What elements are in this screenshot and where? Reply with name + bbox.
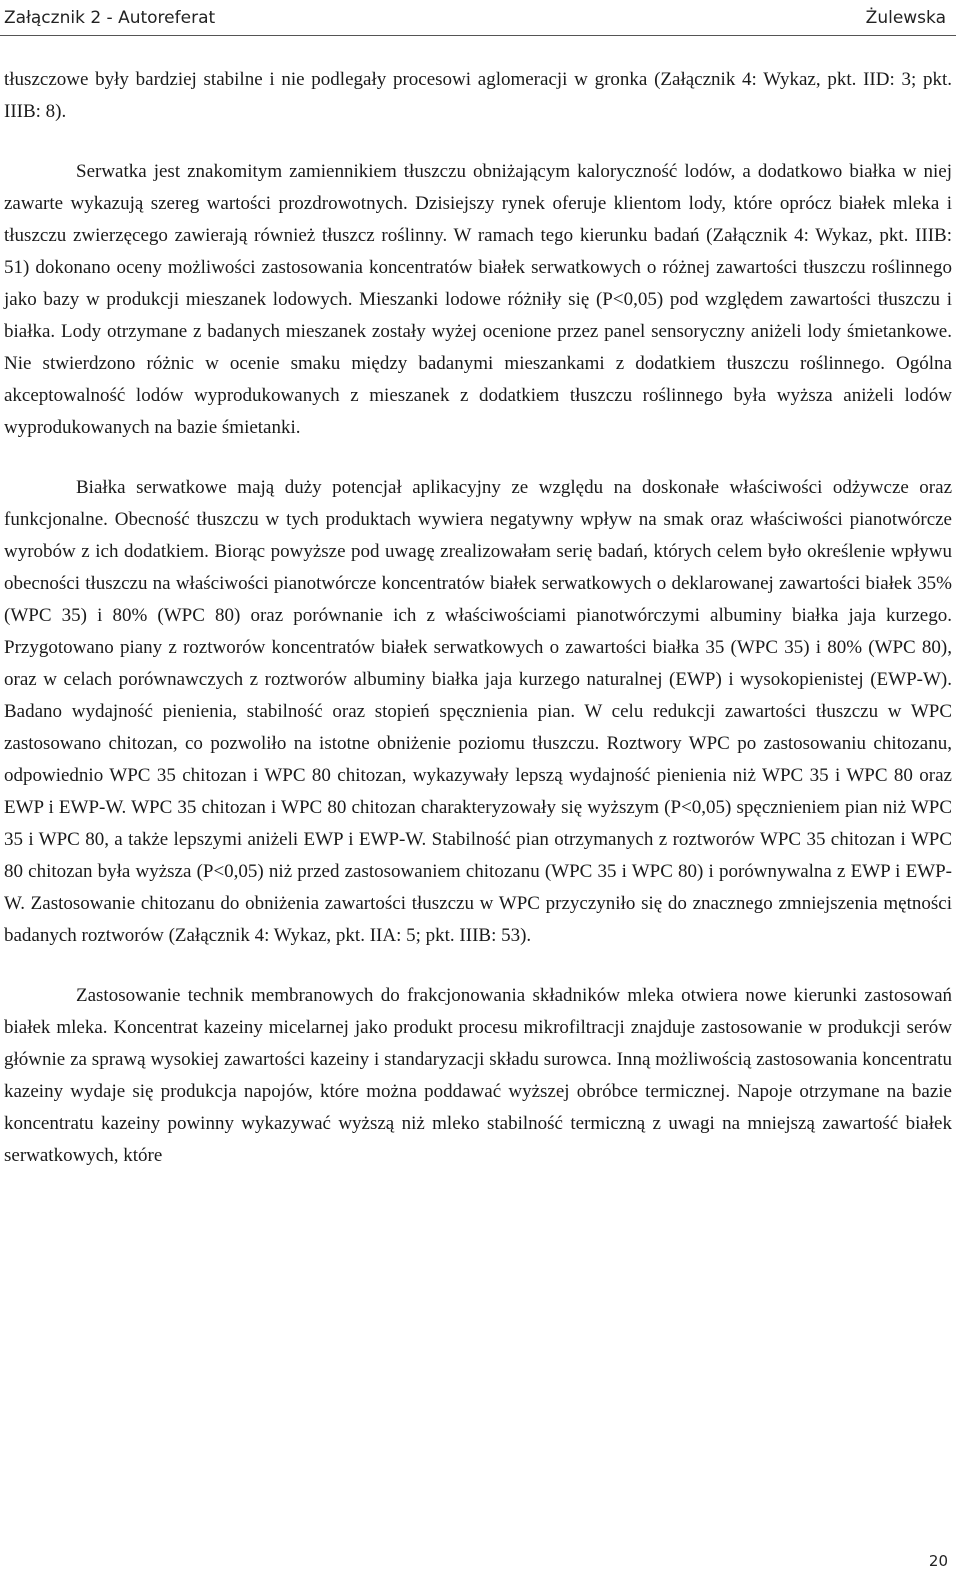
header-right-author: Żulewska: [865, 7, 946, 28]
paragraph-3: Białka serwatkowe mają duży potencjał aplikacyjny ze względu na doskonałe właściwości odżywcze oraz funkcjonalne. Obecność tłuszczu w tych produktach wywiera negatywny wpływ na smak oraz właściwości pianotwórcze wyrobów z ich dodatkiem. Biorąc powyższe pod uwagę zrealizowałam serię badań, których celem było określenie wpływu obecności tłuszczu na właściwości pianotwórcze koncentratów białek serwatkowych o deklarowanej zawartości białek 35% (WPC 35) i 80% (WPC 80) oraz porównanie ich z właściwościami pianotwórczymi albuminy białka jaja kurzego. Przygotowano piany z roztworów koncentratów białek serwatkowych o zawartości białka 35 (WPC 35) i 80% (WPC 80), oraz w celach porównawczych z roztworów albuminy białka jaja kurzego naturalnej (EWP) i wysokopienistej (EWP-W). Badano wydajność pienienia, stabilność oraz stopień spęcznienia pian. W celu redukcji zawartości tłuszczu w WPC zastosowano chitozan, co pozwoliło na istotne obniżenie poziomu tłuszczu. Roztwory WPC po zastosowaniu chitozanu, odpowiednio WPC 35 chitozan i WPC 80 chitozan, wykazywały lepszą wydajność pienienia niż WPC 35 i WPC 80 oraz EWP i EWP-W. WPC 35 chitozan i WPC 80 chitozan charakteryzowały się wyższym (P<0,05) spęcznieniem pian niż WPC 35 i WPC 80, a także lepszymi aniżeli EWP i EWP-W. Stabilność pian otrzymanych z roztworów WPC 35 chitozan i WPC 80 chitozan była wyższa (P<0,05) niż przed zastosowaniem chitozanu (WPC 35 i WPC 80) i porównywalna z EWP i EWP-W. Zastosowanie chitozanu do obniżenia zawartości tłuszczu w WPC przyczyniło się do znacznego zmniejszenia mętności badanych roztworów (Załącznik 4: Wykaz, pkt. IIA: 5; pkt. IIIB: 53).: [4, 477, 952, 946]
paragraph-2: Serwatka jest znakomitym zamiennikiem tłuszczu obniżającym kaloryczność lodów, a dodatkowo białka w niej zawarte wykazują szereg wartości prozdrowotnych. Dzisiejszy rynek oferuje klientom lody, które oprócz białek mleka i tłuszczu zwierzęcego zawierają również tłuszcz roślinny. W ramach tego kierunku badań (Załącznik 4: Wykaz, pkt. IIIB: 51) dokonano oceny możliwości zastosowania koncentratów białek serwatkowych o różnej zawartości tłuszczu roślinnego jako bazy w produkcji mieszanek lodowych. Mieszanki lodowe różniły się (P<0,05) pod względem zawartości tłuszczu i białka. Lody otrzymane z badanych mieszanek zostały wyżej ocenione przez panel sensoryczny aniżeli lody śmietankowe. Nie stwierdzono różnic w ocenie smaku między badanymi mieszankami z dodatkiem tłuszczu roślinnego. Ogólna akceptowalność lodów wyprodukowanych z mieszanek z dodatkiem tłuszczu roślinnego była wyższa aniżeli lodów wyprodukowanych na bazie śmietanki.: [4, 161, 952, 438]
page-number: 20: [928, 1552, 948, 1570]
header-left-title: Załącznik 2 - Autoreferat: [4, 7, 216, 28]
paragraph-4: Zastosowanie technik membranowych do frakcjonowania składników mleka otwiera nowe kierunki zastosowań białek mleka. Koncentrat kazeiny micelarnej jako produkt procesu mikrofiltracji znajduje zastosowanie w produkcji serów głównie za sprawą wysokiej zawartości kazeiny i standaryzacji składu surowca. Inną możliwością zastosowania koncentratu kazeiny wydaje się produkcja napojów, które można poddawać wyższej obróbce termicznej. Napoje otrzymane na bazie koncentratu kazeiny powinny wykazywać wyższą niż mleko stabilność termiczną z uwagi na mniejszą zawartość białek serwatkowych, które: [4, 985, 952, 1166]
page-header: [0, 0, 956, 36]
paragraph-1: tłuszczowe były bardziej stabilne i nie podlegały procesowi aglomeracji w gronka (Załącznik 4: Wykaz, pkt. IID: 3; pkt. IIIB: 8).: [4, 69, 952, 122]
body-text: [4, 64, 952, 1172]
